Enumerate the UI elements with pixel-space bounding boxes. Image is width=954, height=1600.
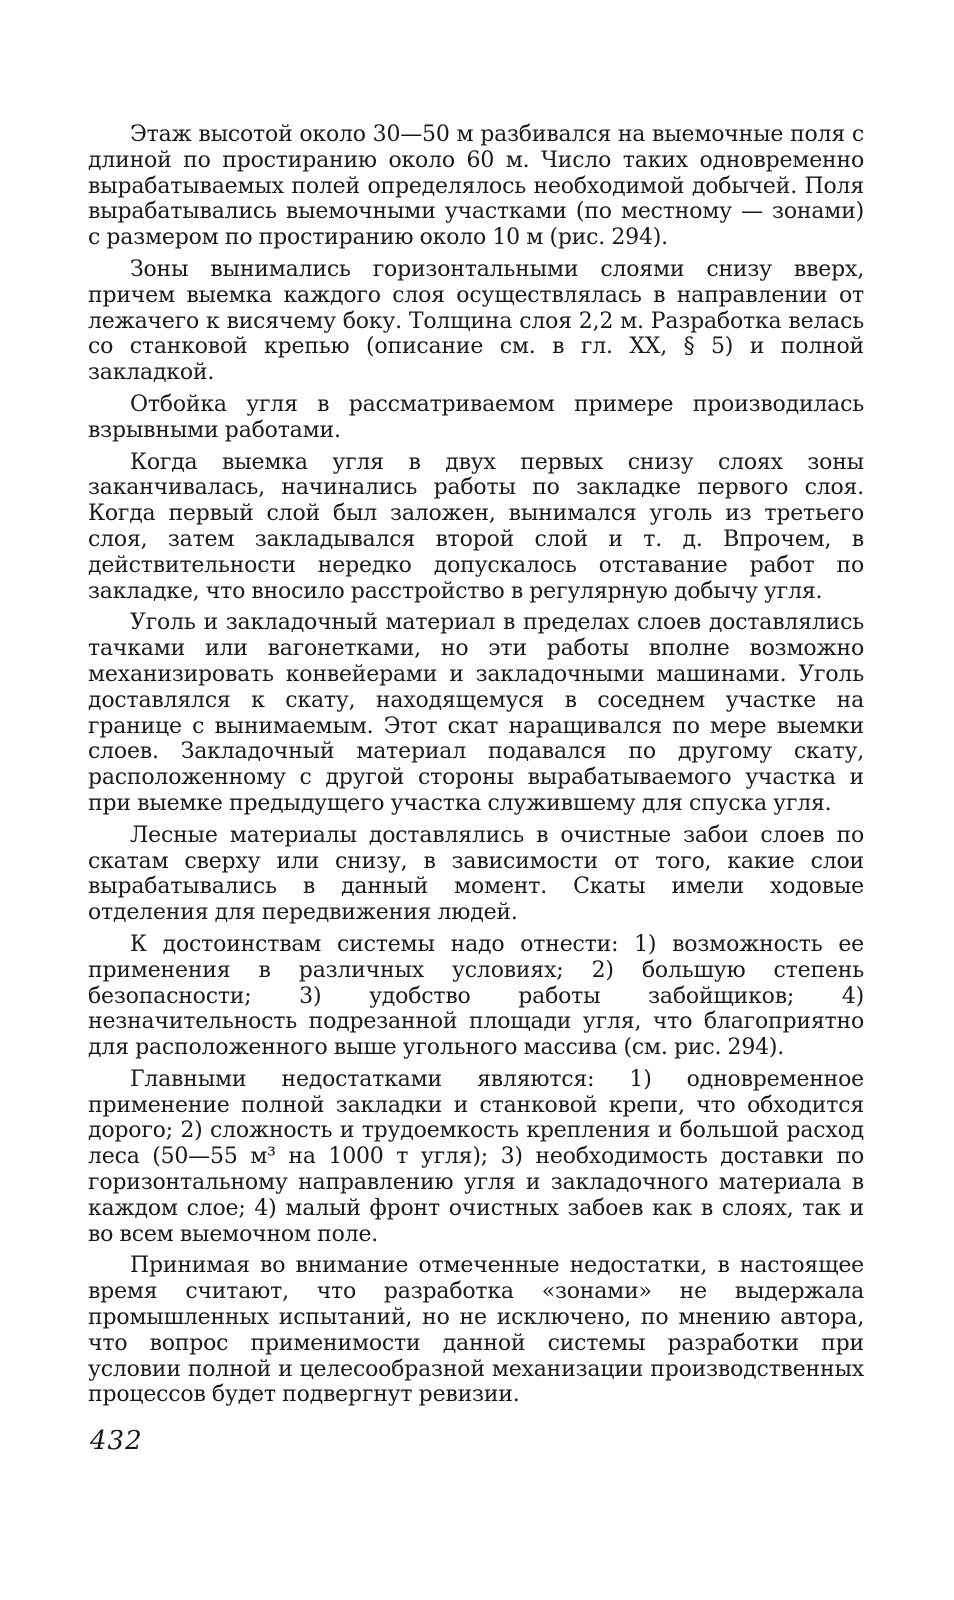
paragraph-6: Лесные материалы доставлялись в очистные забои слоев по скатам сверху или снизу, в зависимости от того, какие слои вырабатывались в данный момент. Скаты имели ходовые отделения для передвижения людей.	[88, 822, 864, 926]
paragraph-1: Этаж высотой около 30—50 м разбивался на выемочные поля с длиной по простиранию около 60 м. Число таких одновременно вырабатываемых полей определялось необходимой добычей. Поля вырабатывались выемочными участками (по местному — зонами) с размером по простиранию около 10 м (рис. 294).	[88, 122, 864, 251]
page-body	[88, 122, 864, 1414]
page-number: 432	[90, 1426, 143, 1456]
paragraph-3: Отбойка угля в рассматриваемом примере производилась взрывными работами.	[88, 391, 864, 443]
paragraph-5: Уголь и закладочный материал в пределах слоев доставлялись тачками или вагонетками, но эти работы вполне возможно механизировать конвейерами и закладочными машинами. Уголь доставлялся к скату, находящемуся в соседнем участке на границе с вынимаемым. Этот скат наращивался по мере выемки слоев. Закладочный материал подавался по другому скату, расположенному с другой стороны вырабатываемого участка и при выемке предыдущего участка служившему для спуска угля.	[88, 610, 864, 816]
paragraph-9: Принимая во внимание отмеченные недостатки, в настоящее время считают, что разработка «зонами» не выдержала промышленных испытаний, но не исключено, по мнению автора, что вопрос применимости данной системы разработки при условии полной и целесообразной механизации производственных процессов будет подвергнут ревизии.	[88, 1253, 864, 1408]
paragraph-7: К достоинствам системы надо отнести: 1) возможность ее применения в различных условиях; 2) большую степень безопасности; 3) удобство работы забойщиков; 4) незначительность подрезанной площади угля, что благоприятно для расположенного выше угольного массива (см. рис. 294).	[88, 931, 864, 1061]
paragraph-2: Зоны вынимались горизонтальными слоями снизу вверх, причем выемка каждого слоя осуществлялась в направлении от лежачего к висячему боку. Толщина слоя 2,2 м. Разработка велась со станковой крепью (описание см. в гл. XX, § 5) и полной закладкой.	[88, 256, 864, 386]
paragraph-4: Когда выемка угля в двух первых снизу слоях зоны заканчивалась, начинались работы по закладке первого слоя. Когда первый слой был заложен, вынимался уголь из третьего слоя, затем закладывался второй слой и т. д. Впрочем, в действительности нередко допускалось отставание работ по закладке, что вносило расстройство в регулярную добычу угля.	[88, 449, 864, 604]
paragraph-8: Главными недостатками являются: 1) одновременное применение полной закладки и станковой крепи, что обходится дорого; 2) сложность и трудоемкость крепления и большой расход леса (50—55 м³ на 1000 т угля); 3) необходимость доставки по горизонтальному направлению угля и закладочного материала в каждом слое; 4) малый фронт очистных забоев как в слоях, так и во всем выемочном поле.	[88, 1066, 864, 1247]
